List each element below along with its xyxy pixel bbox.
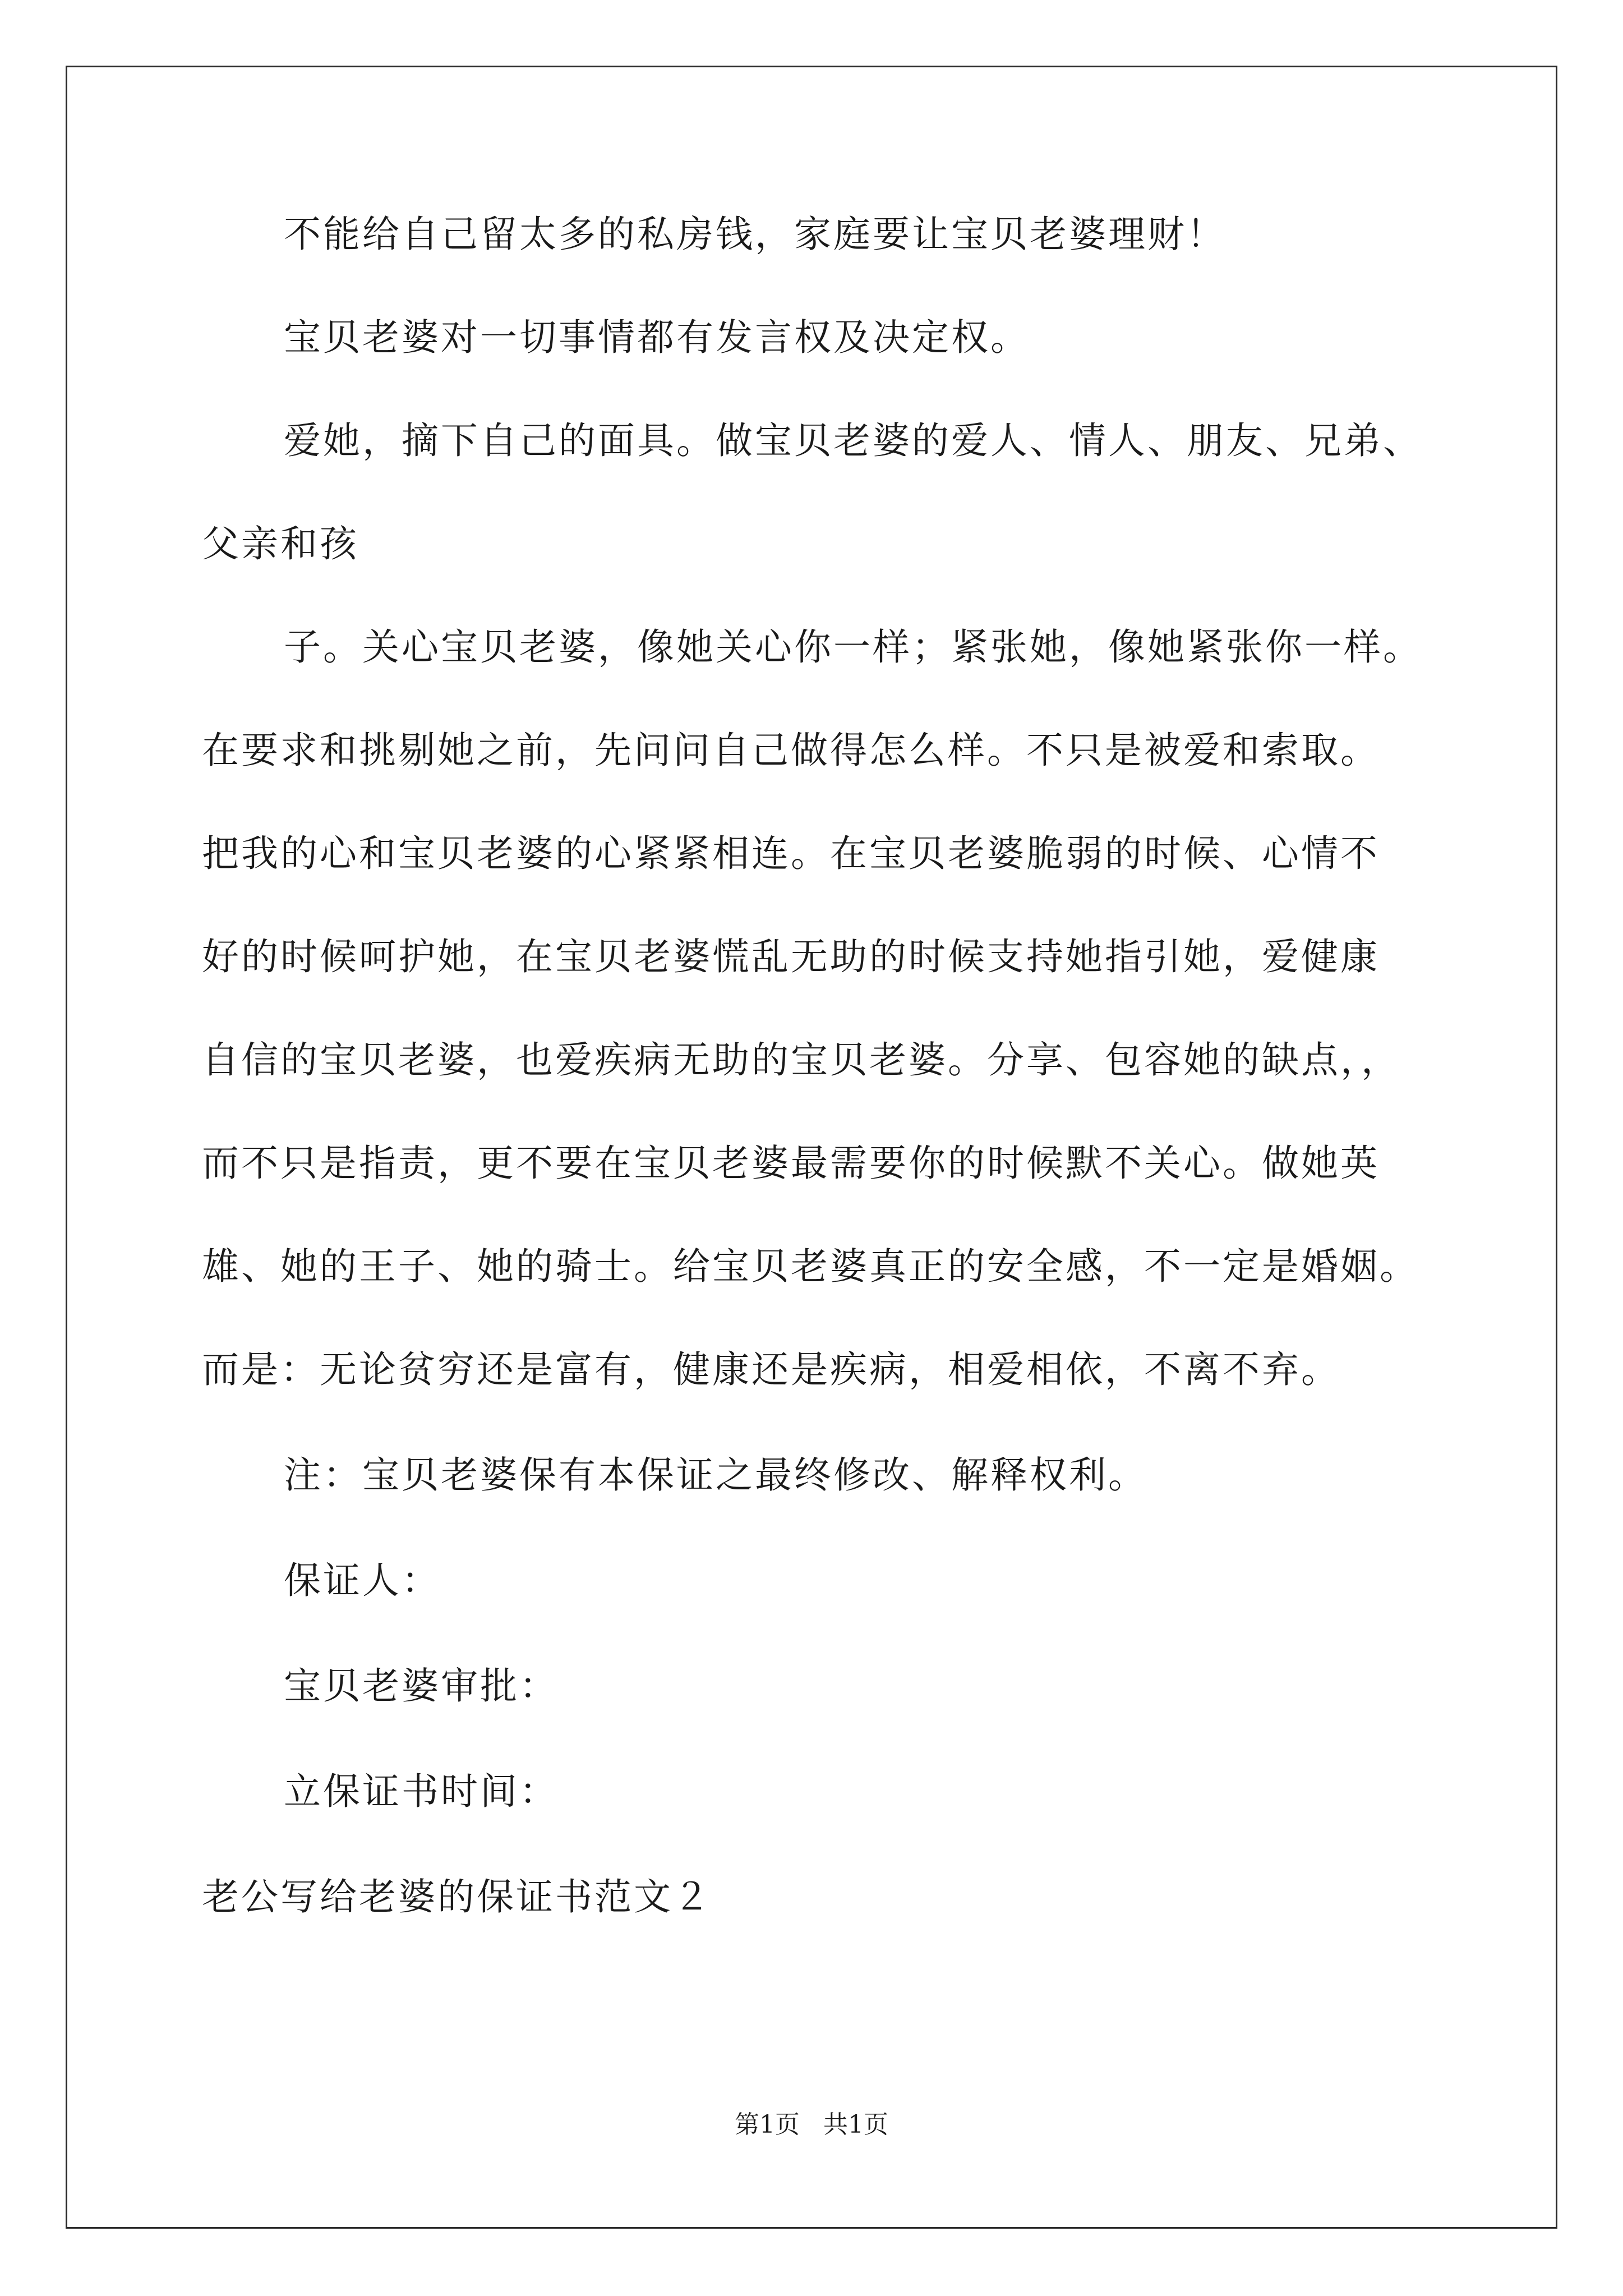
paragraph-line: 子。关心宝贝老婆，像她关心你一样；紧张她，像她紧张你一样。 [284,625,1422,669]
document-body [202,208,1436,1924]
paragraph-line: 而不只是指责，更不要在宝贝老婆最需要你的时候默不关心。做她英 [202,1142,1380,1185]
paragraph-line: 在要求和挑剔她之前，先问问自己做得怎么样。不只是被爱和索取。 [202,729,1380,772]
paragraph-line: 父亲和孩 [202,522,359,565]
section-heading: 老公写给老婆的保证书范文２ [202,1875,712,1918]
page-footer: 第1页 共1页 [735,2110,888,2139]
paragraph-line: 宝贝老婆对一切事情都有发言权及决定权。 [284,316,1030,359]
paragraph-line: 自信的宝贝老婆，也爱疾病无助的宝贝老婆。分享、包容她的缺点，， [202,1038,1400,1082]
date-label: 立保证书时间： [284,1770,559,1813]
paragraph-line: 好的时候呵护她，在宝贝老婆慌乱无助的时候支持她指引她，爱健康 [202,935,1380,978]
approval-label: 宝贝老婆审批： [284,1664,559,1708]
paragraph-line: 雄、她的王子、她的骑士。给宝贝老婆真正的安全感，不一定是婚姻。 [202,1245,1419,1288]
guarantor-label: 保证人： [284,1559,441,1602]
paragraph-line: 而是：无论贫穷还是富有，健康还是疾病，相爱相依，不离不弃。 [202,1348,1340,1391]
paragraph-line: 把我的心和宝贝老婆的心紧紧相连。在宝贝老婆脆弱的时候、心情不 [202,832,1380,875]
note-line: 注：宝贝老婆保有本保证之最终修改、解释权利。 [284,1453,1147,1497]
paragraph-line: 不能给自己留太多的私房钱，家庭要让宝贝老婆理财！ [284,213,1226,256]
paragraph-line: 爱她，摘下自己的面具。做宝贝老婆的爱人、情人、朋友、兄弟、 [284,419,1422,462]
